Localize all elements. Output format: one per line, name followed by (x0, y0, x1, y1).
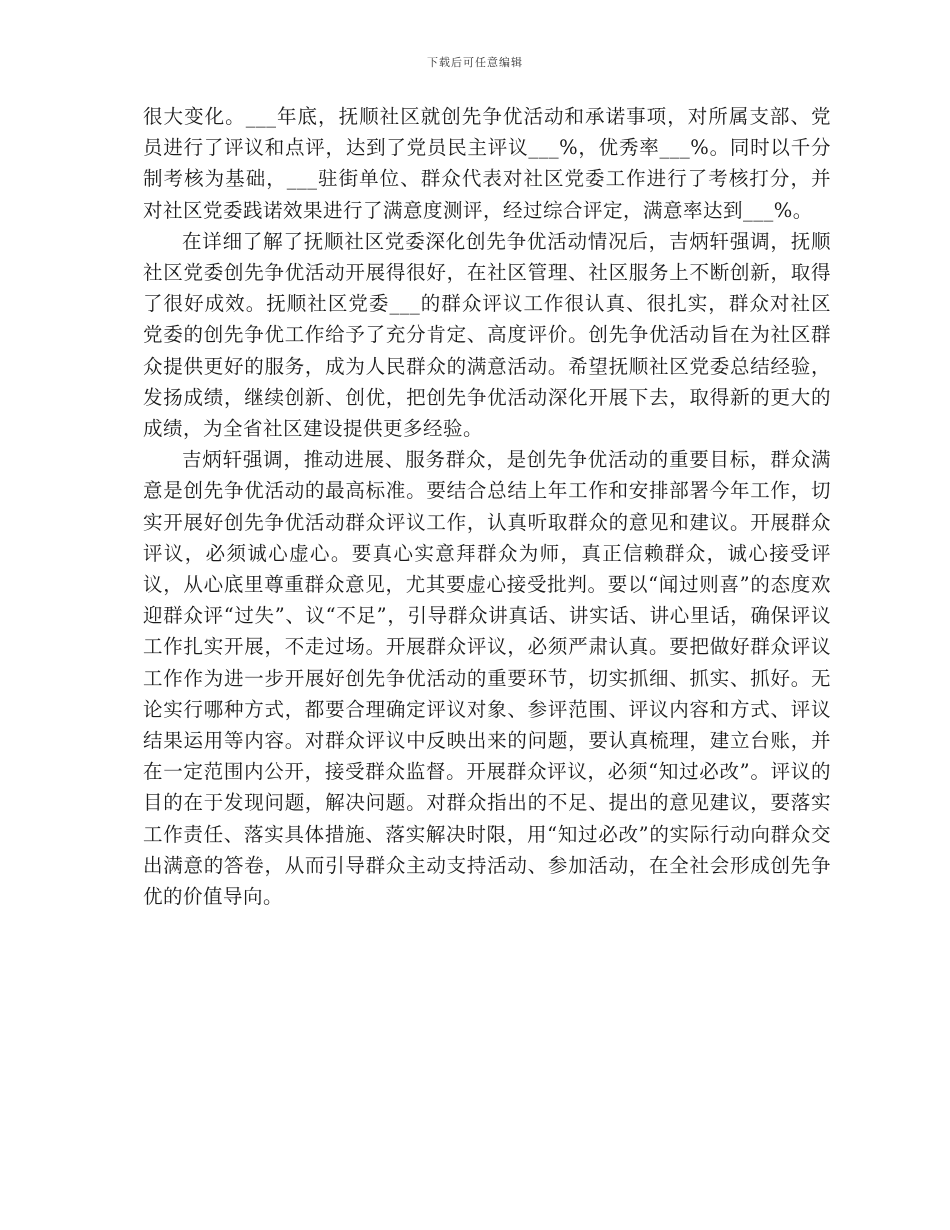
paragraph-2: 在详细了解了抚顺社区党委深化创先争优活动情况后，吉炳轩强调，抚顺社区党委创先争优活动开展得很好，在社区管理、社区服务上不断创新，取得了很好成效。抚顺社区党委___的群众评议工作很认真、很扎实，群众对社区党委的创先争优工作给予了充分肯定、高度评价。创先争优活动旨在为社区群众提供更好的服务，成为人民群众的满意活动。希望抚顺社区党委总结经验，发扬成绩，继续创新、创优，把创先争优活动深化开展下去，取得新的更大的成绩，为全省社区建设提供更多经验。 (143, 229, 831, 441)
paragraph-1: 很大变化。___年底，抚顺社区就创先争优活动和承诺事项，对所属支部、党员进行了评议和点评，达到了党员民主评议___%，优秀率___%。同时以千分制考核为基础，___驻街单位、群众代表对社区党委工作进行了考核打分，并对社区党委践诺效果进行了满意度测评，经过综合评定，满意率达到___%。 (143, 105, 831, 222)
paragraph-3: 吉炳轩强调，推动进展、服务群众，是创先争优活动的重要目标，群众满意是创先争优活动的最高标准。要结合总结上年工作和安排部署今年工作，切实开展好创先争优活动群众评议工作，认真听取群众的意见和建议。开展群众评议，必须诚心虚心。要真心实意拜群众为师，真正信赖群众，诚心接受评议，从心底里尊重群众意见，尤其要虚心接受批判。要以“闻过则喜”的态度欢迎群众评“过失”、议“不足”，引导群众讲真话、讲实话、讲心里话，确保评议工作扎实开展，不走过场。开展群众评议，必须严肃认真。要把做好群众评议工作作为进一步开展好创先争优活动的重要环节，切实抓细、抓实、抓好。无论实行哪种方式，都要合理确定评议对象、参评范围、评议内容和方式、评议结果运用等内容。对群众评议中反映出来的问题，要认真梳理，建立台账，并在一定范围内公开，接受群众监督。开展群众评议，必须“知过必改”。评议的目的在于发现问题，解决问题。对群众指出的不足、提出的意见建议，要落实工作责任、落实具体措施、落实解决时限，用“知过必改”的实际行动向群众交出满意的答卷，从而引导群众主动支持活动、参加活动，在全社会形成创先争优的价值导向。 (143, 448, 831, 909)
page-header: 下载后可任意编辑 (427, 56, 523, 69)
document-body (143, 101, 831, 912)
